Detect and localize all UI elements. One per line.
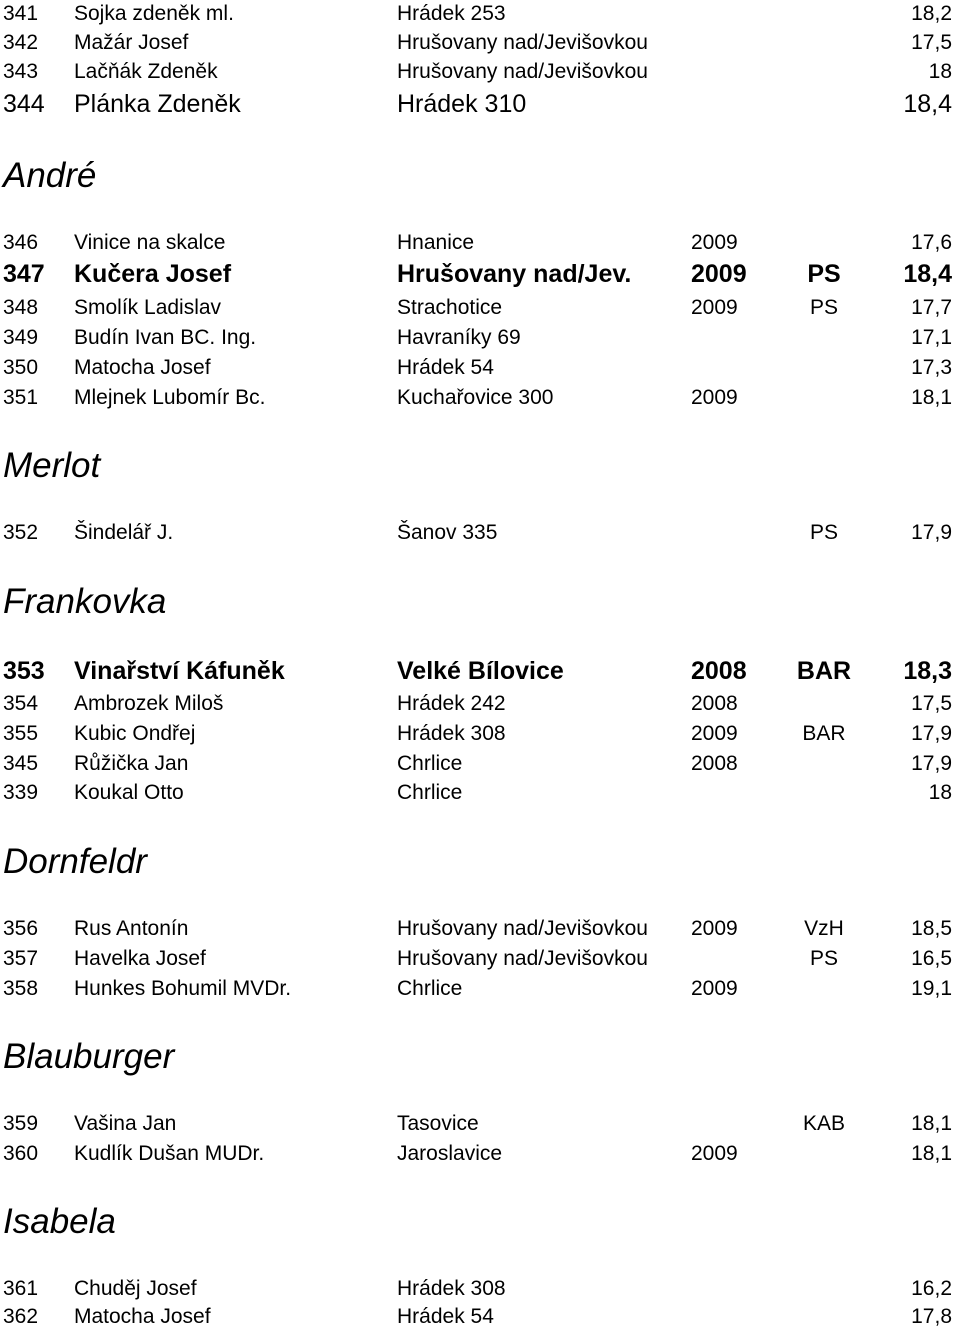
table-row	[0, 294, 960, 322]
entry-year: 2009	[691, 296, 738, 319]
entry-place: Hrušovany nad/Jevišovkou	[397, 31, 648, 54]
entry-name: Havelka Josef	[74, 947, 206, 970]
table-row	[0, 29, 960, 57]
entry-name: Vinice na skalce	[74, 231, 226, 254]
entry-name: Mažár Josef	[74, 31, 189, 54]
entry-name: Mlejnek Lubomír Bc.	[74, 386, 266, 409]
entry-year: 2009	[691, 722, 738, 745]
entry-place: Tasovice	[397, 1112, 479, 1135]
table-row	[0, 324, 960, 352]
table-row	[0, 258, 960, 290]
entry-score: 17,9	[911, 752, 952, 775]
table-row	[0, 690, 960, 718]
entry-year: 2009	[691, 1142, 738, 1165]
entry-place: Hrádek 253	[397, 2, 506, 25]
section-heading-frankovka: Frankovka	[3, 582, 167, 621]
entry-number: 361	[3, 1277, 39, 1300]
entry-name: Hunkes Bohumil MVDr.	[74, 977, 292, 1000]
table-row	[0, 88, 960, 120]
entry-number: 355	[3, 722, 39, 745]
section-heading-isabela: Isabela	[3, 1202, 116, 1241]
entry-name: Ambrozek Miloš	[74, 692, 224, 715]
table-row	[0, 229, 960, 257]
entry-score: 16,5	[911, 947, 952, 970]
entry-score: 17,7	[911, 296, 952, 319]
entry-score: 18,1	[911, 1142, 952, 1165]
section-heading-blauburger: Blauburger	[3, 1037, 175, 1076]
entry-score: 18,4	[903, 260, 952, 288]
entry-year: 2008	[691, 692, 738, 715]
entry-name: Kubic Ondřej	[74, 722, 196, 745]
entry-note: BAR	[796, 657, 852, 685]
entry-score: 18	[928, 781, 952, 804]
entry-number: 357	[3, 947, 39, 970]
entry-note: BAR	[802, 722, 846, 745]
entry-place: Havraníky 69	[397, 326, 521, 349]
entry-number: 347	[3, 260, 45, 288]
entry-place: Hrušovany nad/Jevišovkou	[397, 917, 648, 940]
entry-year: 2008	[691, 752, 738, 775]
entry-score: 16,2	[911, 1277, 952, 1300]
entry-name: Sojka zdeněk ml.	[74, 2, 234, 25]
entry-note: PS	[809, 521, 838, 544]
entry-name: Plánka Zdeněk	[74, 90, 241, 118]
table-row	[0, 945, 960, 973]
entry-name: Kučera Josef	[74, 260, 232, 288]
entry-place: Hrádek 308	[397, 722, 506, 745]
table-row	[0, 720, 960, 748]
entry-name: Matocha Josef	[74, 1305, 211, 1328]
entry-place: Kuchařovice 300	[397, 386, 554, 409]
table-row	[0, 384, 960, 412]
entry-score: 17,9	[911, 722, 952, 745]
entry-name: Koukal Otto	[74, 781, 184, 804]
entry-score: 18,2	[911, 2, 952, 25]
entry-score: 17,6	[911, 231, 952, 254]
entry-number: 358	[3, 977, 39, 1000]
entry-place: Hrádek 54	[397, 1305, 494, 1328]
entry-number: 360	[3, 1142, 39, 1165]
table-row	[0, 58, 960, 86]
entry-year: 2008	[691, 657, 747, 685]
entry-number: 345	[3, 752, 39, 775]
entry-number: 342	[3, 31, 39, 54]
entry-place: Jaroslavice	[397, 1142, 503, 1165]
entry-note: PS	[807, 260, 841, 288]
entry-number: 344	[3, 90, 45, 118]
table-row	[0, 915, 960, 943]
entry-name: Budín Ivan BC. Ing.	[74, 326, 257, 349]
table-row	[0, 750, 960, 778]
entry-place: Chrlice	[397, 752, 463, 775]
entry-place: Šanov 335	[397, 521, 498, 544]
entry-number: 359	[3, 1112, 39, 1135]
entry-place: Velké Bílovice	[397, 657, 564, 685]
entry-note: KAB	[802, 1112, 846, 1135]
section-heading-andre: André	[3, 156, 97, 195]
entry-score: 17,5	[911, 31, 952, 54]
entry-place: Hrádek 54	[397, 356, 494, 379]
entry-name: Růžička Jan	[74, 752, 189, 775]
entry-number: 348	[3, 296, 39, 319]
entry-number: 343	[3, 60, 39, 83]
entry-note: PS	[809, 296, 838, 319]
entry-score: 17,8	[911, 1305, 952, 1328]
table-row	[0, 975, 960, 1003]
entry-place: Hrušovany nad/Jevišovkou	[397, 947, 648, 970]
entry-place: Hrušovany nad/Jev.	[397, 260, 632, 288]
entry-number: 353	[3, 657, 45, 685]
entry-score: 17,5	[911, 692, 952, 715]
entry-number: 362	[3, 1305, 39, 1328]
entry-name: Matocha Josef	[74, 356, 211, 379]
section-heading-merlot: Merlot	[3, 446, 101, 485]
entry-number: 356	[3, 917, 39, 940]
table-row	[0, 655, 960, 687]
entry-name: Kudlík Dušan MUDr.	[74, 1142, 265, 1165]
table-row	[0, 779, 960, 807]
entry-place: Hrádek 242	[397, 692, 506, 715]
table-row	[0, 1110, 960, 1138]
table-row	[0, 1140, 960, 1168]
entry-place: Chrlice	[397, 977, 463, 1000]
table-row	[0, 519, 960, 547]
entry-year: 2009	[691, 917, 738, 940]
entry-number: 339	[3, 781, 39, 804]
entry-name: Smolík Ladislav	[74, 296, 222, 319]
entry-name: Vinařství Káfuněk	[74, 657, 285, 685]
table-row	[0, 1275, 960, 1303]
entry-number: 352	[3, 521, 39, 544]
entry-name: Lačňák Zdeněk	[74, 60, 218, 83]
entry-place: Hrádek 308	[397, 1277, 506, 1300]
entry-place: Chrlice	[397, 781, 463, 804]
entry-number: 354	[3, 692, 39, 715]
entry-score: 17,9	[911, 521, 952, 544]
entry-place: Hrušovany nad/Jevišovkou	[397, 60, 648, 83]
entry-score: 18,5	[911, 917, 952, 940]
table-row	[0, 354, 960, 382]
entry-score: 19,1	[911, 977, 952, 1000]
entry-score: 17,3	[911, 356, 952, 379]
table-row	[0, 0, 960, 28]
entry-note: PS	[809, 947, 838, 970]
entry-number: 350	[3, 356, 39, 379]
entry-score: 18,3	[903, 657, 952, 685]
entry-number: 349	[3, 326, 39, 349]
entry-score: 18,4	[903, 90, 952, 118]
entry-year: 2009	[691, 260, 747, 288]
entry-number: 341	[3, 2, 39, 25]
entry-score: 18	[928, 60, 952, 83]
entry-name: Chuděj Josef	[74, 1277, 197, 1300]
entry-year: 2009	[691, 231, 738, 254]
entry-place: Hnanice	[397, 231, 475, 254]
entry-name: Vašina Jan	[74, 1112, 177, 1135]
entry-score: 18,1	[911, 386, 952, 409]
entry-number: 346	[3, 231, 39, 254]
entry-score: 18,1	[911, 1112, 952, 1135]
section-heading-dornfeldr: Dornfeldr	[3, 842, 147, 881]
entry-place: Strachotice	[397, 296, 503, 319]
entry-year: 2009	[691, 977, 738, 1000]
entry-note: VzH	[804, 917, 844, 940]
entry-name: Šindelář J.	[74, 521, 174, 544]
entry-name: Rus Antonín	[74, 917, 189, 940]
entry-place: Hrádek 310	[397, 90, 527, 118]
entry-number: 351	[3, 386, 39, 409]
entry-score: 17,1	[911, 326, 952, 349]
table-row	[0, 1303, 960, 1331]
entry-year: 2009	[691, 386, 738, 409]
